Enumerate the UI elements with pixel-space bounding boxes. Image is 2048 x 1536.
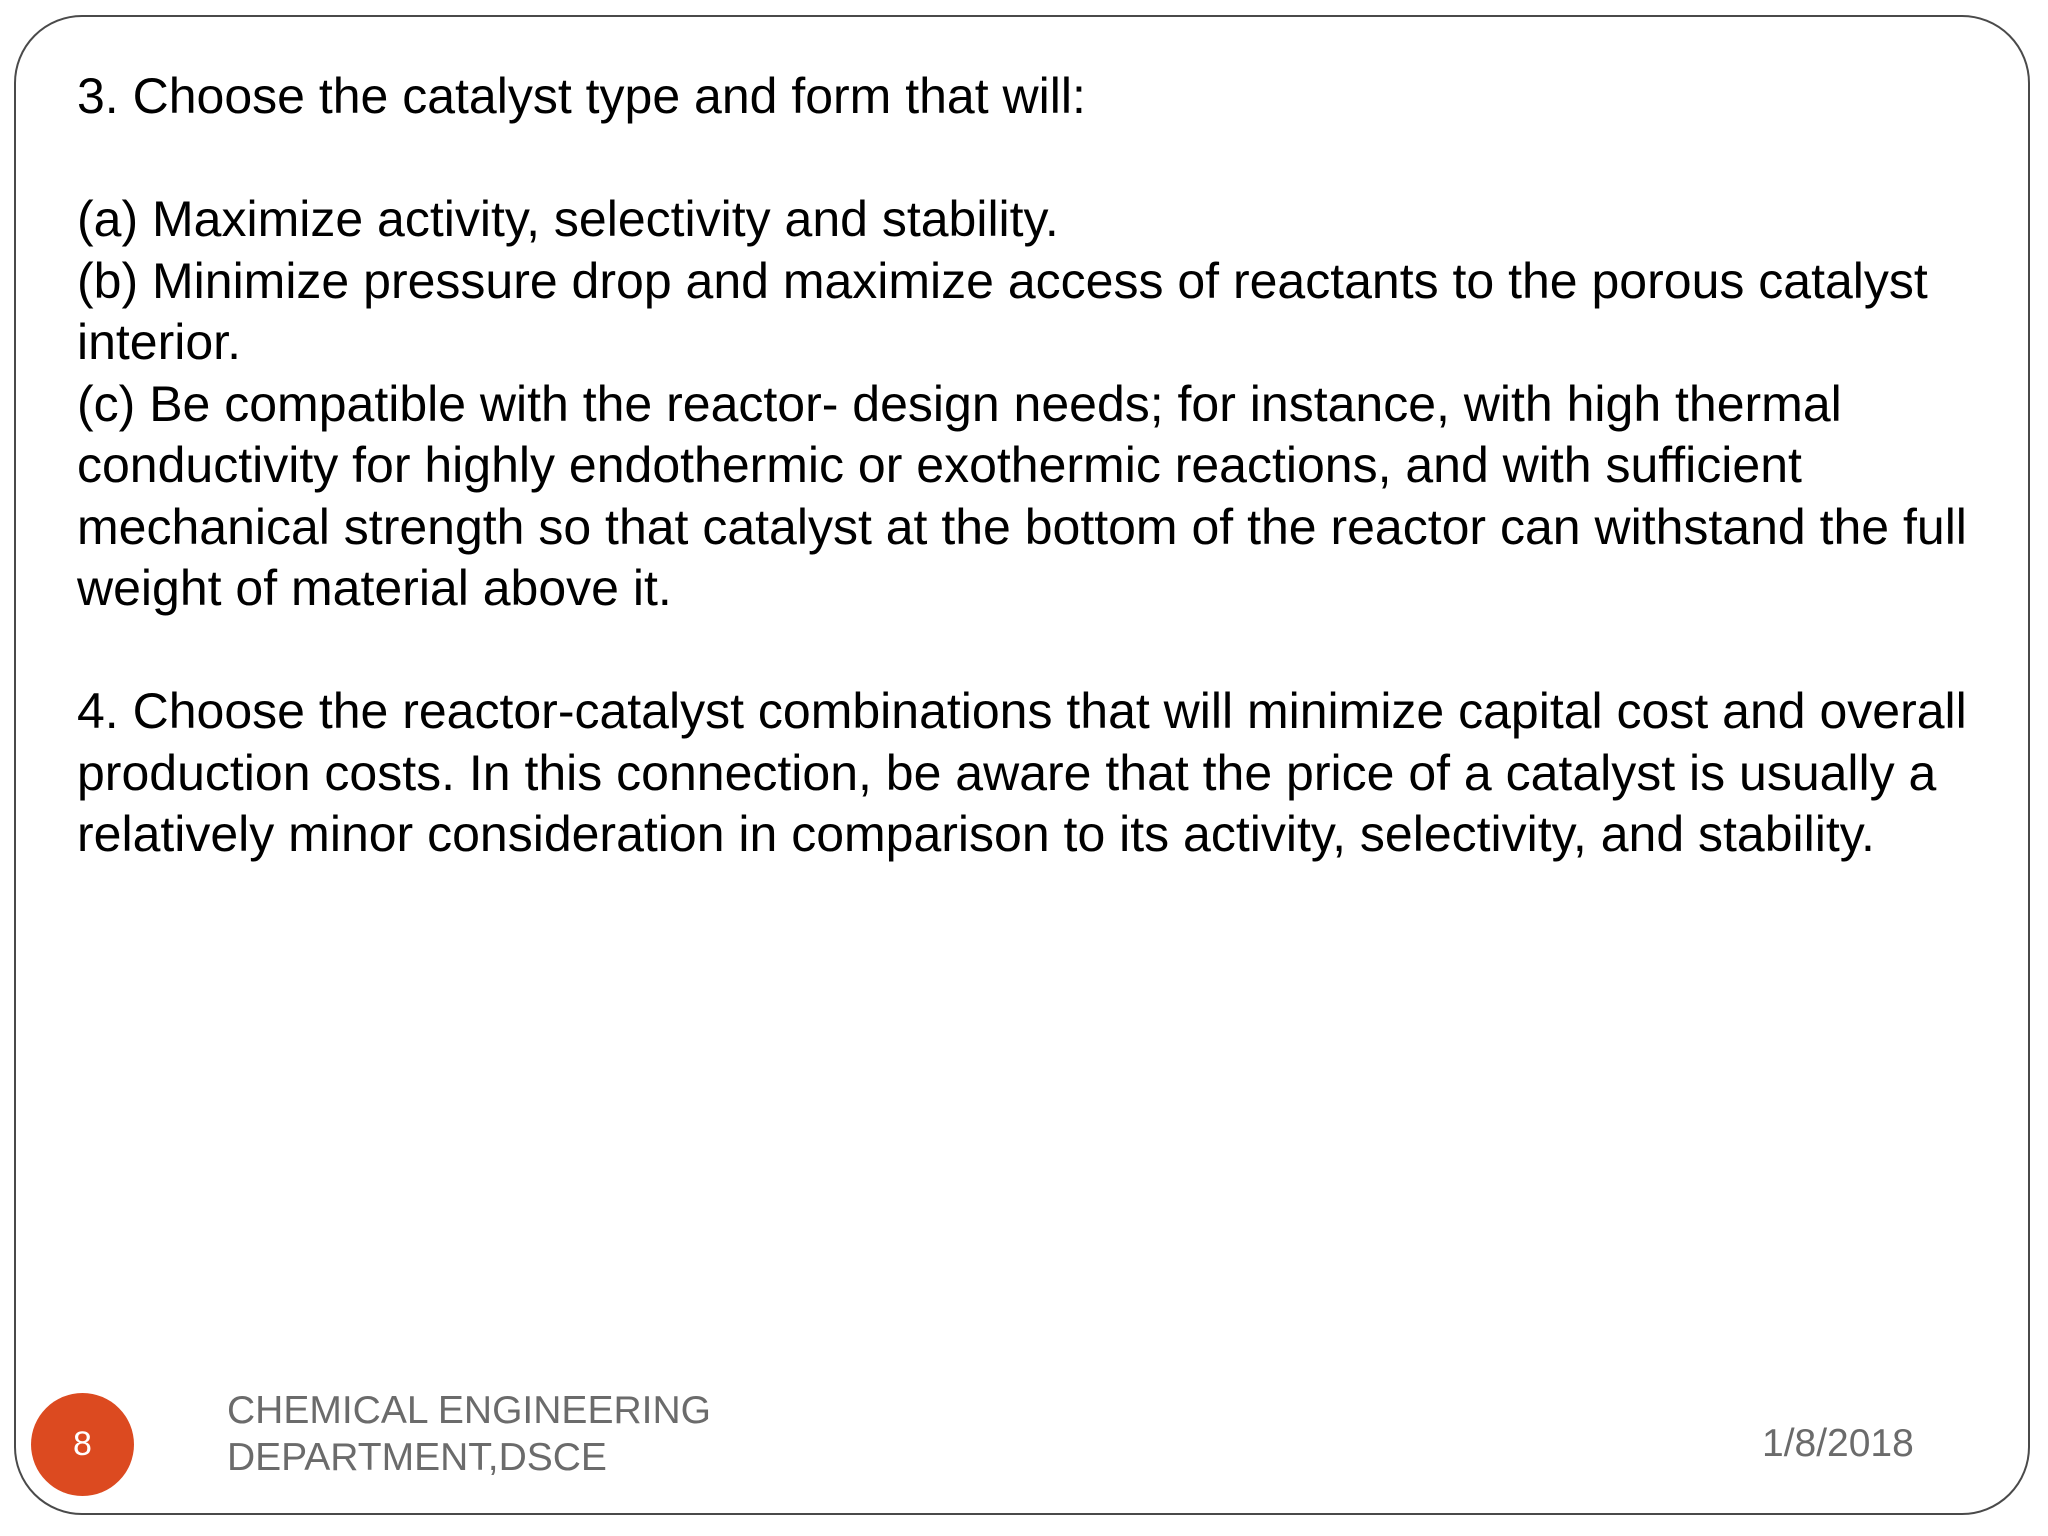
point-3b: (b) Minimize pressure drop and maximize access of reactants to the porous catalyst interior. [77, 252, 1928, 370]
slide-body [77, 66, 1997, 866]
point-3a: (a) Maximize activity, selectivity and stability. [77, 191, 1059, 247]
spacer [77, 128, 1997, 190]
page-number-badge: 8 [31, 1393, 134, 1496]
footer-date: 1/8/2018 [1762, 1422, 1914, 1465]
footer-department [227, 1387, 711, 1481]
footer-department-line1: CHEMICAL ENGINEERING [227, 1389, 711, 1432]
point-4: 4. Choose the reactor-catalyst combinations that will minimize capital cost and overall production costs. In this connection, be aware that the price of a catalyst is usually a relatively minor consideration in comparison to its activity, selectivity, and stability. [77, 683, 1967, 862]
point-3-heading: 3. Choose the catalyst type and form that will: [77, 68, 1086, 124]
footer-department-line2: DEPARTMENT,DSCE [227, 1436, 607, 1479]
point-3c: (c) Be compatible with the reactor- design needs; for instance, with high thermal conductivity for highly endothermic or exothermic reactions, and with sufficient mechanical strength so that catalyst at the bottom of the reactor can withstand the full weight of material above it. [77, 375, 1967, 616]
spacer [77, 620, 1997, 682]
